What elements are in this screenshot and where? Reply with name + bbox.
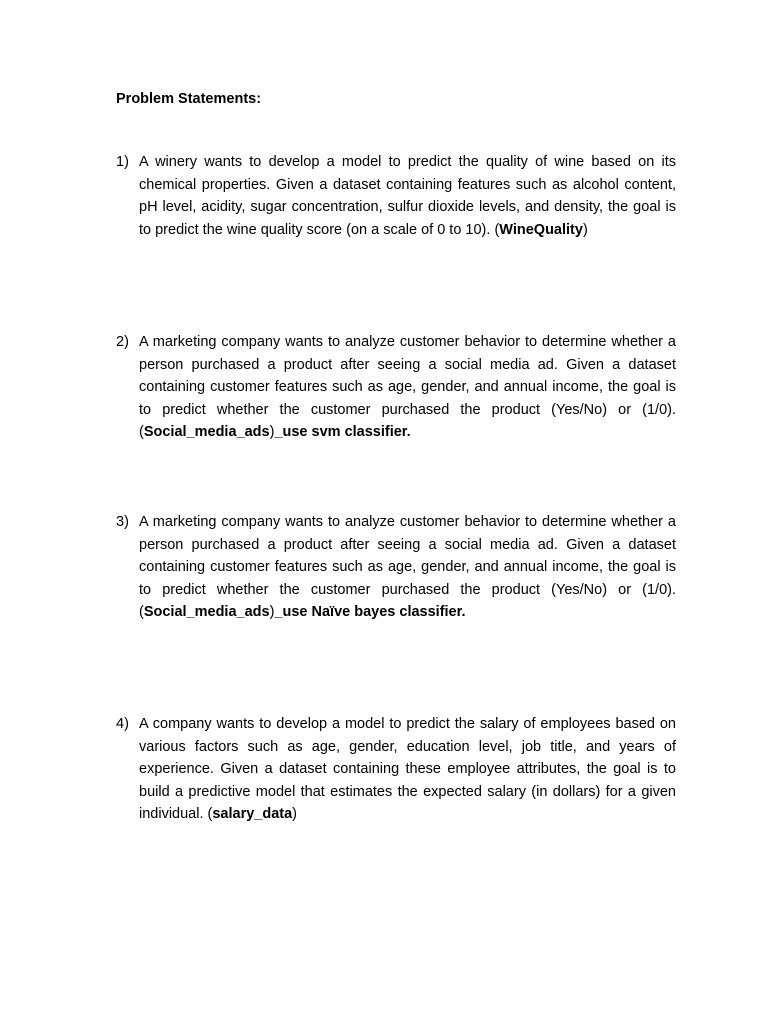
problem-statement-1: [116, 151, 676, 241]
page-heading: Problem Statements:: [116, 91, 262, 107]
classifier-note: _use svm classifier.: [274, 424, 411, 440]
closing-paren: ): [269, 604, 275, 620]
dataset-name: WineQuality: [499, 221, 583, 238]
classifier-note: _use Naïve bayes classifier.: [274, 604, 466, 620]
closing-paren: ): [292, 806, 297, 822]
item-text: A marketing company wants to analyze customer behavior to determine whether a person purchased a product after seeing a social media ad. Given a dataset containing customer features such as age, gender, and annual income, the goal is to predict whether the customer purchased the product (Yes/No) or (1/0). (: [139, 334, 676, 440]
item-number: 1): [116, 154, 129, 170]
item-text: A company wants to develop a model to predict the salary of employees based on various factors such as age, gender, education level, job title, and years of experience. Given a dataset containing these employee attributes, the goal is to build a predictive model that estimates the expected salary (in dollars) for a given individual. (: [139, 716, 676, 822]
closing-paren: ): [269, 424, 275, 440]
problem-statement-4: [116, 713, 676, 826]
problem-statement-2: [116, 331, 676, 444]
dataset-name: Social_media_ads: [143, 604, 270, 620]
dataset-name: Social_media_ads: [143, 424, 270, 440]
problem-statement-3: [116, 511, 676, 624]
closing-paren: ): [582, 221, 588, 238]
item-text-block: [139, 511, 676, 624]
item-text: A marketing company wants to analyze customer behavior to determine whether a person purchased a product after seeing a social media ad. Given a dataset containing customer features such as age, gender, and annual income, the goal is to predict whether the customer purchased the product (Yes/No) or (1/0). (: [139, 514, 676, 620]
dataset-name: salary_data: [212, 806, 293, 822]
item-text-block: [139, 331, 676, 444]
item-number: 2): [116, 334, 129, 350]
item-text: A winery wants to develop a model to predict the quality of wine based on its chemical properties. Given a dataset containing features such as alcohol content, pH level, acidity, sugar concentration, sulfur dioxide levels, and density, the goal is to predict the wine quality score (on a scale of 0 to 10). (: [139, 154, 676, 238]
item-text-block: [139, 151, 676, 241]
item-number: 4): [116, 716, 129, 732]
item-number: 3): [116, 514, 129, 530]
item-text-block: [139, 713, 676, 826]
